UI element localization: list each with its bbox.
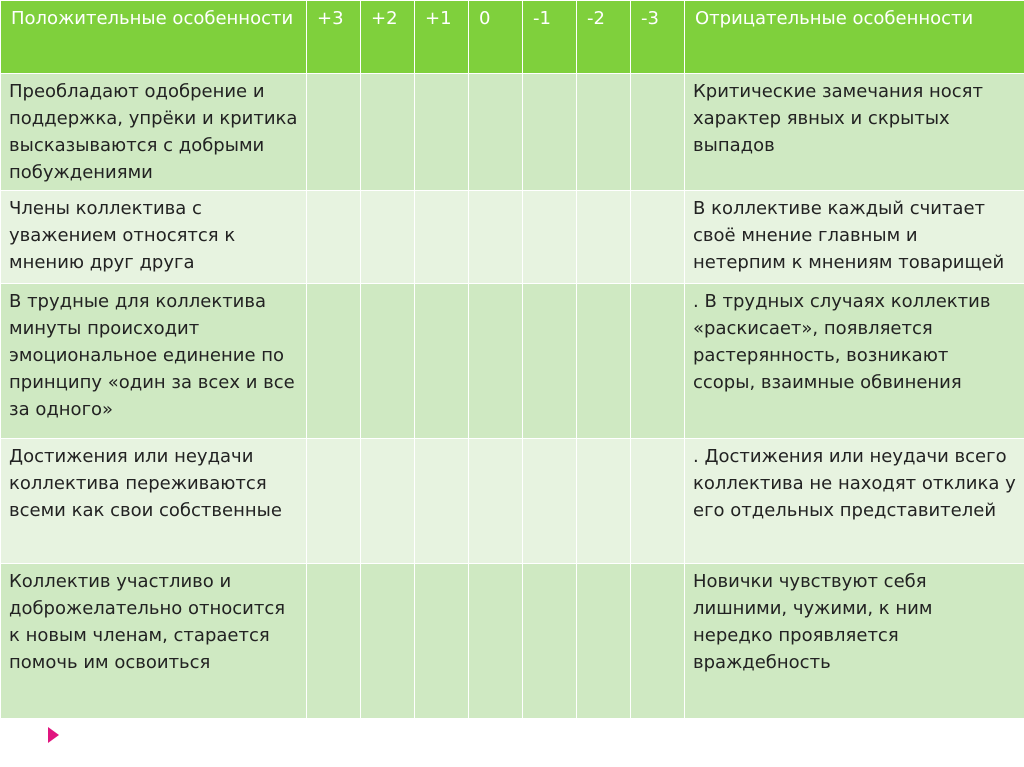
score-cell[interactable] xyxy=(415,284,469,439)
table-row xyxy=(1,564,1024,719)
positive-cell: Достижения или неудачи коллектива переживаются всеми как свои собственные xyxy=(1,439,307,564)
triangle-right-icon xyxy=(48,727,59,743)
negative-cell: Новички чувствуют себя лишними, чужими, к ним нередко проявляется враждебность xyxy=(685,564,1024,719)
header-scale-minus1: -1 xyxy=(523,1,577,74)
score-cell[interactable] xyxy=(361,564,415,719)
score-cell[interactable] xyxy=(415,74,469,191)
table-row xyxy=(1,284,1024,439)
score-cell[interactable] xyxy=(361,284,415,439)
score-cell[interactable] xyxy=(307,564,361,719)
score-cell[interactable] xyxy=(631,284,685,439)
score-cell[interactable] xyxy=(469,439,523,564)
header-scale-minus2: -2 xyxy=(577,1,631,74)
table-row xyxy=(1,74,1024,191)
negative-cell: . В трудных случаях коллектив «раскисает», появляется растерянность, возникают ссоры, взаимные обвинения xyxy=(685,284,1024,439)
header-negative: Отрицательные особенности xyxy=(685,1,1024,74)
score-cell[interactable] xyxy=(361,439,415,564)
positive-cell: Коллектив участливо и доброжелательно относится к новым членам, старается помочь им освоиться xyxy=(1,564,307,719)
score-cell[interactable] xyxy=(523,74,577,191)
score-cell[interactable] xyxy=(361,74,415,191)
score-cell[interactable] xyxy=(415,191,469,284)
table-row xyxy=(1,191,1024,284)
score-cell[interactable] xyxy=(307,439,361,564)
score-cell[interactable] xyxy=(307,74,361,191)
score-cell[interactable] xyxy=(631,439,685,564)
header-row xyxy=(1,1,1024,74)
score-cell[interactable] xyxy=(523,284,577,439)
score-cell[interactable] xyxy=(577,191,631,284)
score-cell[interactable] xyxy=(523,439,577,564)
score-cell[interactable] xyxy=(577,564,631,719)
score-cell[interactable] xyxy=(415,439,469,564)
score-cell[interactable] xyxy=(469,191,523,284)
header-scale-plus3: +3 xyxy=(307,1,361,74)
positive-cell: Члены коллектива с уважением относятся к мнению друг друга xyxy=(1,191,307,284)
score-cell[interactable] xyxy=(631,74,685,191)
score-cell[interactable] xyxy=(307,191,361,284)
score-cell[interactable] xyxy=(577,439,631,564)
score-cell[interactable] xyxy=(577,284,631,439)
score-cell[interactable] xyxy=(361,191,415,284)
score-cell[interactable] xyxy=(523,191,577,284)
score-cell[interactable] xyxy=(307,284,361,439)
positive-cell: Преобладают одобрение и поддержка, упрёки и критика высказываются с добрыми побуждениями xyxy=(1,74,307,191)
negative-cell: В коллективе каждый считает своё мнение главным и нетерпим к мнениям товарищей xyxy=(685,191,1024,284)
score-cell[interactable] xyxy=(469,74,523,191)
header-scale-plus2: +2 xyxy=(361,1,415,74)
positive-cell: В трудные для коллектива минуты происходит эмоциональное единение по принципу «один за всех и все за одного» xyxy=(1,284,307,439)
score-cell[interactable] xyxy=(631,564,685,719)
negative-cell: Критические замечания носят характер явных и скрытых выпадов xyxy=(685,74,1024,191)
score-cell[interactable] xyxy=(523,564,577,719)
negative-cell: . Достижения или неудачи всего коллектива не находят отклика у его отдельных представителей xyxy=(685,439,1024,564)
header-positive: Положительные особенности xyxy=(1,1,307,74)
table-row xyxy=(1,439,1024,564)
score-cell[interactable] xyxy=(577,74,631,191)
score-cell[interactable] xyxy=(631,191,685,284)
score-cell[interactable] xyxy=(469,284,523,439)
score-cell[interactable] xyxy=(415,564,469,719)
header-scale-zero: 0 xyxy=(469,1,523,74)
score-cell[interactable] xyxy=(469,564,523,719)
header-scale-minus3: -3 xyxy=(631,1,685,74)
header-scale-plus1: +1 xyxy=(415,1,469,74)
